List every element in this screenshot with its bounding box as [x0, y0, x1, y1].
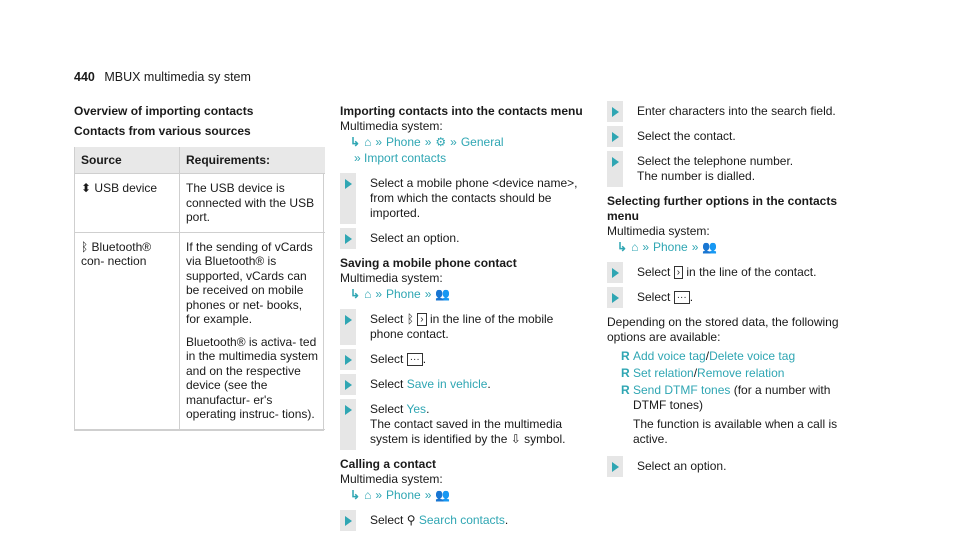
chevron-icon: » — [691, 240, 699, 254]
chevron-icon: » — [424, 135, 432, 149]
menu-path — [340, 487, 590, 503]
search-contacts-link: Search contacts — [418, 513, 505, 527]
list-item: R Set relation/Remove relation — [621, 366, 785, 380]
chevron-icon: » — [354, 151, 361, 165]
list-item: R Send DTMF tones (for a number with DTMF tones) The function is available when a call is active. — [621, 383, 867, 447]
step-text: Select — [370, 402, 404, 416]
save-in-vehicle-link: Save in vehicle — [406, 377, 488, 391]
page-number: 440 — [74, 70, 95, 84]
contacts-icon: 👥 — [435, 488, 451, 502]
path-import: Import contacts — [364, 151, 447, 165]
step-text: Select a mobile phone <device name>, from which the contacts should be imported. — [370, 176, 578, 220]
requirement-cell: Bluetooth® is activa- ted in the multimedia system and on the respective device (see the manufactur- er's operating instruc- tions). — [186, 334, 319, 421]
column-2 — [340, 104, 590, 538]
calling-heading: Calling a contact — [340, 457, 437, 471]
path-phone: Phone — [386, 135, 421, 149]
home-icon: ⌂ — [631, 240, 639, 254]
sources-table — [74, 147, 324, 431]
step: Select Save in vehicle. — [340, 377, 590, 392]
gear-icon: ⚙ — [435, 135, 447, 149]
source-cell: USB device — [94, 181, 158, 195]
chevron-icon: » — [375, 488, 382, 502]
step-text: Enter characters into the search field. — [637, 104, 836, 118]
step-text: Select — [370, 352, 404, 366]
sources-subheading: Contacts from various sources — [74, 124, 251, 138]
requirement-cell: If the sending of vCards via Bluetooth® is supported, vCards can be received on mobile phones or net- books, for example. — [186, 239, 313, 326]
overview-heading: Overview of importing contacts — [74, 104, 254, 118]
remove-relation-link: Remove relation — [697, 366, 785, 380]
step-text: Select the contact. — [637, 129, 736, 143]
chevron-right-icon: › — [417, 313, 426, 326]
chevron-icon: » — [424, 488, 432, 502]
step — [607, 265, 867, 280]
step-text: Select — [370, 312, 404, 326]
multimedia-system-label: Multimedia system: — [607, 224, 710, 238]
import-heading: Importing contacts into the contacts menu — [340, 104, 583, 118]
table-row — [75, 174, 325, 233]
path-phone: Phone — [653, 240, 688, 254]
step-text: Select — [370, 513, 404, 527]
column-1 — [74, 104, 324, 431]
source-cell: Bluetooth® con- nection — [81, 239, 152, 268]
dtmf-note: (for a number with DTMF tones) — [633, 383, 831, 412]
chevron-icon: » — [450, 135, 457, 149]
delete-voice-tag-link: Delete voice tag — [709, 349, 796, 363]
multimedia-system-label: Multimedia system: — [340, 119, 443, 133]
step-text: Select the telephone number. — [637, 154, 794, 168]
usb-icon: ⬍ — [81, 181, 92, 195]
step — [340, 312, 590, 342]
bluetooth-icon: ᛒ — [81, 239, 89, 254]
col-source-header: Source — [75, 147, 180, 174]
step — [340, 231, 590, 246]
step — [607, 104, 867, 119]
menu-path-cont — [340, 150, 590, 166]
page-header — [74, 70, 251, 84]
chevron-icon: » — [375, 287, 382, 301]
saving-heading: Saving a mobile phone contact — [340, 256, 517, 270]
more-options-icon: ··· — [407, 353, 423, 366]
contacts-icon: 👥 — [702, 240, 718, 254]
send-dtmf-link: Send DTMF tones — [633, 383, 731, 397]
home-icon: ⌂ — [364, 287, 372, 301]
step-text: in the line of the mobile phone contact. — [370, 312, 554, 341]
further-options-heading: Selecting further options in the contacts menu — [607, 194, 838, 223]
contacts-icon: 👥 — [435, 287, 451, 301]
step-text: Select — [370, 377, 404, 391]
step-note: The contact saved in the multimedia system is identified by the — [370, 417, 563, 446]
step: Select ··· . — [340, 352, 590, 367]
add-voice-tag-link: Add voice tag — [633, 349, 706, 363]
header-title: MBUX multimedia sy stem — [104, 70, 251, 84]
bluetooth-icon: ᛒ — [406, 312, 414, 326]
table-row — [75, 232, 325, 429]
depending-text: Depending on the stored data, the following options are available: — [607, 315, 839, 344]
requirement-cell: The USB device is connected with the USB port. — [186, 181, 315, 224]
multimedia-system-label: Multimedia system: — [340, 472, 443, 486]
menu-path — [340, 286, 590, 302]
step-text: Select an option. — [370, 231, 460, 245]
step-note-end: symbol. — [524, 432, 566, 446]
set-relation-link: Set relation — [633, 366, 694, 380]
step-note: The number is dialled. — [637, 169, 756, 183]
multimedia-system-label: Multimedia system: — [340, 271, 443, 285]
step-text: Select — [637, 265, 671, 279]
more-options-icon: ··· — [674, 291, 690, 304]
chevron-icon: » — [642, 240, 649, 254]
path-phone: Phone — [386, 488, 421, 502]
path-start-icon: ↳ — [350, 135, 361, 149]
step — [340, 176, 590, 221]
step: Select ··· . — [607, 290, 867, 305]
step-text: Select — [637, 290, 671, 304]
chevron-right-icon: › — [674, 266, 683, 279]
home-icon: ⌂ — [364, 135, 372, 149]
path-start-icon: ↳ — [617, 240, 628, 254]
step — [607, 129, 867, 144]
path-start-icon: ↳ — [350, 287, 361, 301]
step-text: Select an option. — [637, 459, 727, 473]
options-list — [607, 349, 867, 447]
step: Select Yes. The contact saved in the multimedia system is identified by the ⇩ symbol. — [340, 402, 590, 447]
column-3 — [607, 104, 867, 484]
function-note: The function is available when a call is active. — [633, 417, 838, 446]
step — [607, 154, 867, 184]
path-general: General — [460, 135, 504, 149]
step-text: in the line of the contact. — [686, 265, 817, 279]
saved-contact-icon: ⇩ — [510, 432, 521, 446]
path-phone: Phone — [386, 287, 421, 301]
yes-link: Yes — [406, 402, 427, 416]
col-requirements-header: Requirements: — [180, 147, 326, 174]
path-start-icon: ↳ — [350, 488, 361, 502]
list-item: R Add voice tag/Delete voice tag — [621, 349, 796, 363]
step — [607, 459, 867, 474]
chevron-icon: » — [424, 287, 432, 301]
search-icon: ⚲ — [406, 513, 416, 527]
step: Select ⚲ Search contacts. — [340, 513, 590, 528]
menu-path — [607, 239, 867, 255]
menu-path — [340, 134, 590, 150]
chevron-icon: » — [375, 135, 382, 149]
home-icon: ⌂ — [364, 488, 372, 502]
